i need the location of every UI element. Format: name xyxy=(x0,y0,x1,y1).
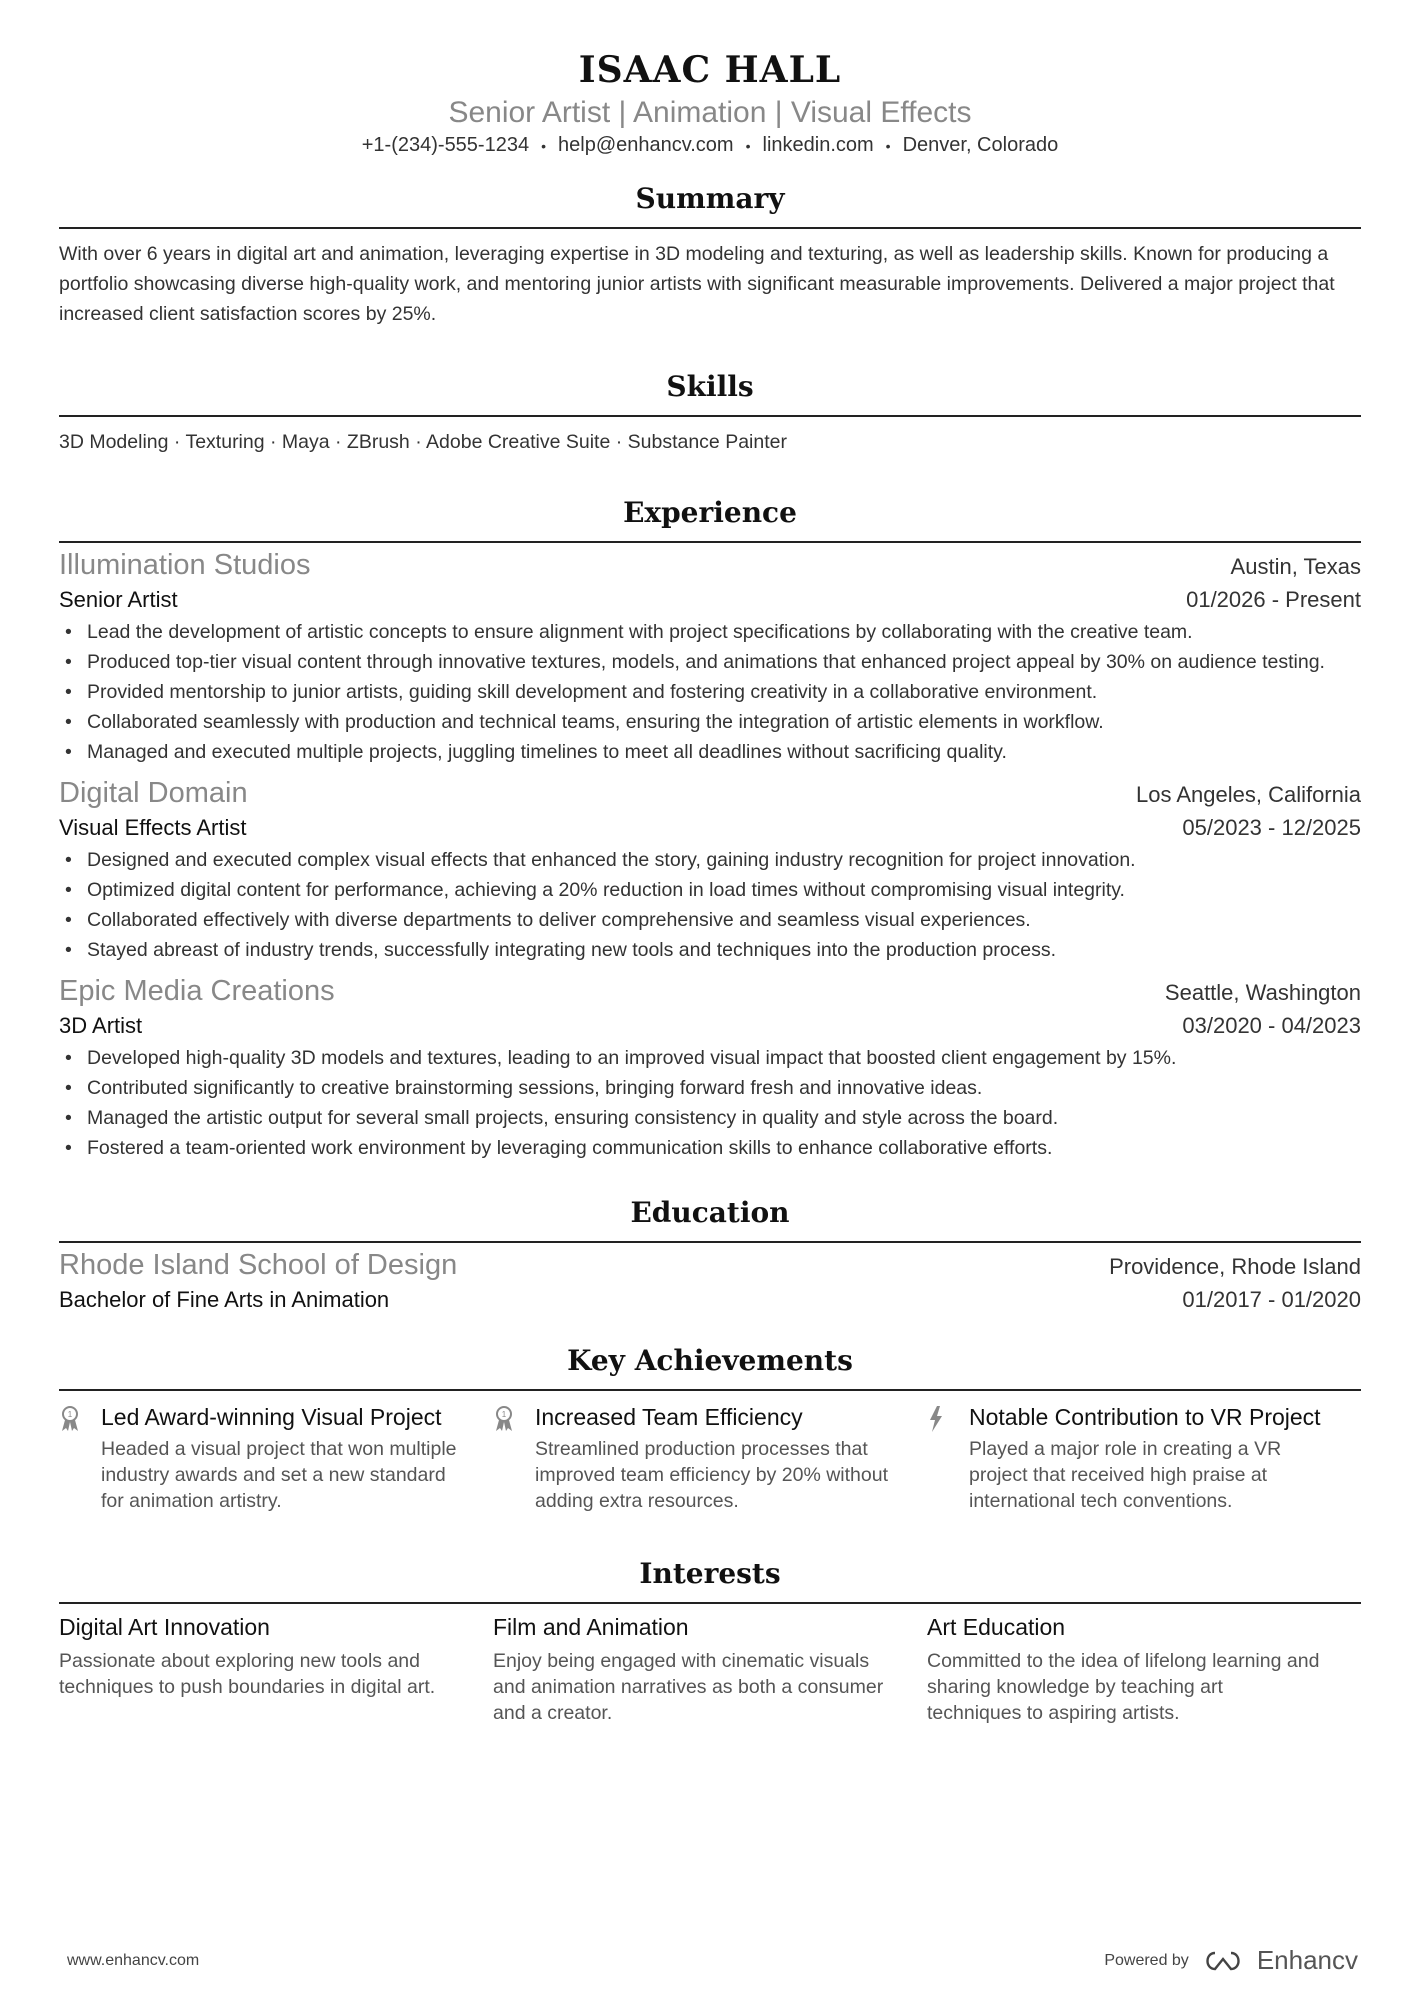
bullet-item: • Stayed abreast of industry trends, successfully integrating new tools and techniques into the production process. xyxy=(59,935,1361,965)
degree: Bachelor of Fine Arts in Animation xyxy=(59,1286,390,1312)
divider xyxy=(59,415,1361,417)
interest-title: Art Education xyxy=(927,1613,1066,1640)
bullet-item: • Collaborated seamlessly with production and technical teams, ensuring the integration of artistic elements in workflow. xyxy=(59,707,1361,737)
job-dates: 01/2026 - Present xyxy=(1186,586,1361,612)
achievement-item xyxy=(927,1403,1361,1514)
svg-text:1: 1 xyxy=(67,1409,73,1419)
achievement-title: Increased Team Efficiency xyxy=(535,1403,803,1430)
school-name: Rhode Island School of Design xyxy=(59,1248,458,1281)
achievement-title: Led Award-winning Visual Project xyxy=(101,1403,442,1430)
skills-text: 3D Modeling · Texturing · Maya · ZBrush · Adobe Creative Suite · Substance Painter xyxy=(59,430,787,453)
job-entry xyxy=(59,775,1361,965)
bullet-item: • Managed and executed multiple projects, juggling timelines to meet all deadlines without sacrificing quality. xyxy=(59,737,1361,767)
achievements-section xyxy=(59,1341,1361,1514)
interest-item xyxy=(493,1612,927,1726)
divider xyxy=(59,1241,1361,1243)
section-heading: Education xyxy=(630,1195,790,1229)
job-location: Seattle, Washington xyxy=(1164,979,1361,1005)
bullet-item: • Lead the development of artistic concepts to ensure alignment with project specifications by collaborating with the creative team. xyxy=(59,617,1361,647)
interest-desc: Committed to the idea of lifelong learning and sharing knowledge by teaching art techniques to aspiring artists. xyxy=(927,1649,1320,1724)
job-location: Los Angeles, California xyxy=(1135,781,1361,807)
section-heading: Key Achievements xyxy=(567,1343,853,1377)
bullet-item: • Collaborated effectively with diverse departments to deliver comprehensive and seamless visual experiences. xyxy=(59,905,1361,935)
contact-line: +1-(234)-555-1234 • help@enhancv.com • linkedin.com • Denver, Colorado xyxy=(361,134,1059,156)
interest-title: Digital Art Innovation xyxy=(59,1613,270,1640)
achievement-desc: Headed a visual project that won multiple industry awards and set a new standard for animation artistry. xyxy=(101,1437,457,1512)
powered-by-label: Powered by xyxy=(1104,1951,1189,1969)
bullet-item: • Fostered a team-oriented work environment by leveraging communication skills to enhance collaborative efforts. xyxy=(59,1133,1361,1163)
bullet-item: • Produced top-tier visual content through innovative textures, models, and animations that enhanced project appeal by 30% on audience testing. xyxy=(59,647,1361,677)
job-dates: 03/2020 - 04/2023 xyxy=(1182,1012,1361,1038)
job-entry xyxy=(59,973,1361,1163)
company-name: Digital Domain xyxy=(59,776,248,809)
email[interactable]: help@enhancv.com xyxy=(558,134,734,156)
achievement-title: Notable Contribution to VR Project xyxy=(969,1403,1321,1430)
bullet-item: • Provided mentorship to junior artists, guiding skill development and fostering creativity in a collaborative environment. xyxy=(59,677,1361,707)
job-role: Visual Effects Artist xyxy=(59,814,247,840)
section-heading: Experience xyxy=(623,495,797,529)
bullet-item: • Developed high-quality 3D models and textures, leading to an improved visual impact that boosted client engagement by 15%. xyxy=(59,1043,1361,1073)
job-entry xyxy=(59,547,1361,767)
achievement-desc: Played a major role in creating a VR project that received high praise at international tech conventions. xyxy=(969,1437,1282,1512)
candidate-name: ISAAC HALL xyxy=(578,49,842,91)
job-role: 3D Artist xyxy=(59,1012,143,1038)
job-bullets xyxy=(59,1043,1361,1163)
section-heading: Summary xyxy=(635,181,785,215)
linkedin[interactable]: linkedin.com xyxy=(762,134,874,156)
education-section xyxy=(59,1193,1361,1317)
interest-item xyxy=(59,1612,493,1726)
bullet-item: • Designed and executed complex visual effects that enhanced the story, gaining industry recognition for project innovation. xyxy=(59,845,1361,875)
bullet-item: • Managed the artistic output for several small projects, ensuring consistency in quality and style across the board. xyxy=(59,1103,1361,1133)
footer-website[interactable]: www.enhancv.com xyxy=(67,1951,200,1969)
achievement-item xyxy=(59,1403,493,1514)
footer xyxy=(67,1945,1358,1976)
bullet-item: • Contributed significantly to creative brainstorming sessions, bringing forward fresh and innovative ideas. xyxy=(59,1073,1361,1103)
divider xyxy=(59,541,1361,543)
education-dates: 01/2017 - 01/2020 xyxy=(1182,1286,1361,1312)
candidate-title: Senior Artist | Animation | Visual Effects xyxy=(448,96,972,129)
interest-desc: Enjoy being engaged with cinematic visuals and animation narratives as both a consumer and a creator. xyxy=(493,1649,884,1724)
phone: +1-(234)-555-1234 xyxy=(361,134,530,156)
resume-header xyxy=(59,48,1361,159)
award-icon xyxy=(59,1403,101,1514)
location: Denver, Colorado xyxy=(902,134,1059,156)
interests-section xyxy=(59,1554,1361,1726)
school-location: Providence, Rhode Island xyxy=(1109,1253,1361,1279)
interest-desc: Passionate about exploring new tools and techniques to push boundaries in digital art. xyxy=(59,1649,436,1698)
summary-text: With over 6 years in digital art and animation, leveraging expertise in 3D modeling and texturing, as well as leadership skills. Known for producing a portfolio showcasing diverse high-quality work, and mentoring junior artists with significant measurable improvements. Delivered a major project that increased client satisfaction scores by 25%. xyxy=(59,242,1335,325)
experience-section xyxy=(59,493,1361,1163)
section-heading: Skills xyxy=(666,369,754,403)
enhancv-logo-icon xyxy=(1201,1949,1245,1973)
divider xyxy=(59,227,1361,229)
interest-item xyxy=(927,1612,1361,1726)
powered-by xyxy=(1104,1945,1358,1976)
company-name: Illumination Studios xyxy=(59,548,311,581)
summary-section xyxy=(59,179,1361,329)
achievement-item xyxy=(493,1403,927,1514)
resume xyxy=(59,0,1361,1726)
job-bullets xyxy=(59,845,1361,965)
svg-text:1: 1 xyxy=(501,1409,507,1419)
skills-section xyxy=(59,367,1361,457)
bullet-item: • Optimized digital content for performance, achieving a 20% reduction in load times without compromising visual integrity. xyxy=(59,875,1361,905)
job-bullets xyxy=(59,617,1361,767)
job-location: Austin, Texas xyxy=(1230,553,1361,579)
job-role: Senior Artist xyxy=(59,586,178,612)
divider xyxy=(59,1389,1361,1391)
company-name: Epic Media Creations xyxy=(59,974,335,1007)
section-heading: Interests xyxy=(639,1556,781,1590)
award-icon xyxy=(493,1403,535,1514)
interest-title: Film and Animation xyxy=(493,1613,689,1640)
brand-name: Enhancv xyxy=(1256,1945,1358,1975)
achievement-desc: Streamlined production processes that improved team efficiency by 20% without adding extra resources. xyxy=(535,1437,888,1512)
lightning-icon xyxy=(927,1403,969,1514)
job-dates: 05/2023 - 12/2025 xyxy=(1182,814,1361,840)
divider xyxy=(59,1602,1361,1604)
